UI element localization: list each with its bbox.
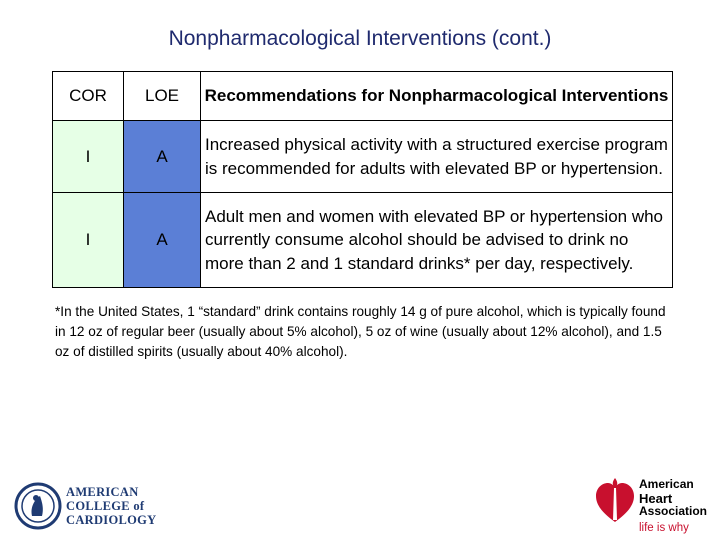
acc-line-3: CARDIOLOGY [66,513,157,527]
table-header-row [53,72,673,121]
aha-tagline: life is why [639,522,689,534]
acc-line-2: COLLEGE of [66,499,145,513]
recommendations-header: Recommendations for Nonpharmacological Interventions [201,72,673,121]
loe-value: A [124,121,201,193]
acc-line-1: AMERICAN [66,485,139,499]
aha-logo [594,476,720,540]
cor-value: I [53,193,124,288]
aha-line-3: Association [639,504,708,518]
cor-value: I [53,121,124,193]
acc-seal-icon [14,482,62,530]
cor-header: COR [53,72,124,121]
loe-header: LOE [124,72,201,121]
aha-wordmark [639,478,707,519]
acc-logo [14,482,164,532]
footnote: *In the United States, 1 “standard” drink contains roughly 14 g of pure alcohol, which is typically found in 12 oz of regular beer (usually about 5% alcohol), 5 oz of wine (usually about 12% alcohol), and 1.5 oz of distilled spirits (usually about 40% alcohol). [55,304,666,359]
recommendations-table [52,71,673,288]
aha-line-2: Heart [639,490,673,506]
acc-wordmark [66,485,157,527]
recommendation-text: Adult men and women with elevated BP or hypertension who currently consume alcohol should be advised to drink no more than 2 and 1 standard drinks* per day, respectively. [201,193,673,288]
slide-title: Nonpharmacological Interventions (cont.) [168,27,552,50]
heart-torch-icon [594,476,636,528]
recommendation-text: Increased physical activity with a structured exercise program is recommended for adults with elevated BP or hypertension. [201,121,673,193]
aha-line-1: American [639,477,694,491]
table-row [53,193,673,288]
loe-value: A [124,193,201,288]
table-row [53,121,673,193]
